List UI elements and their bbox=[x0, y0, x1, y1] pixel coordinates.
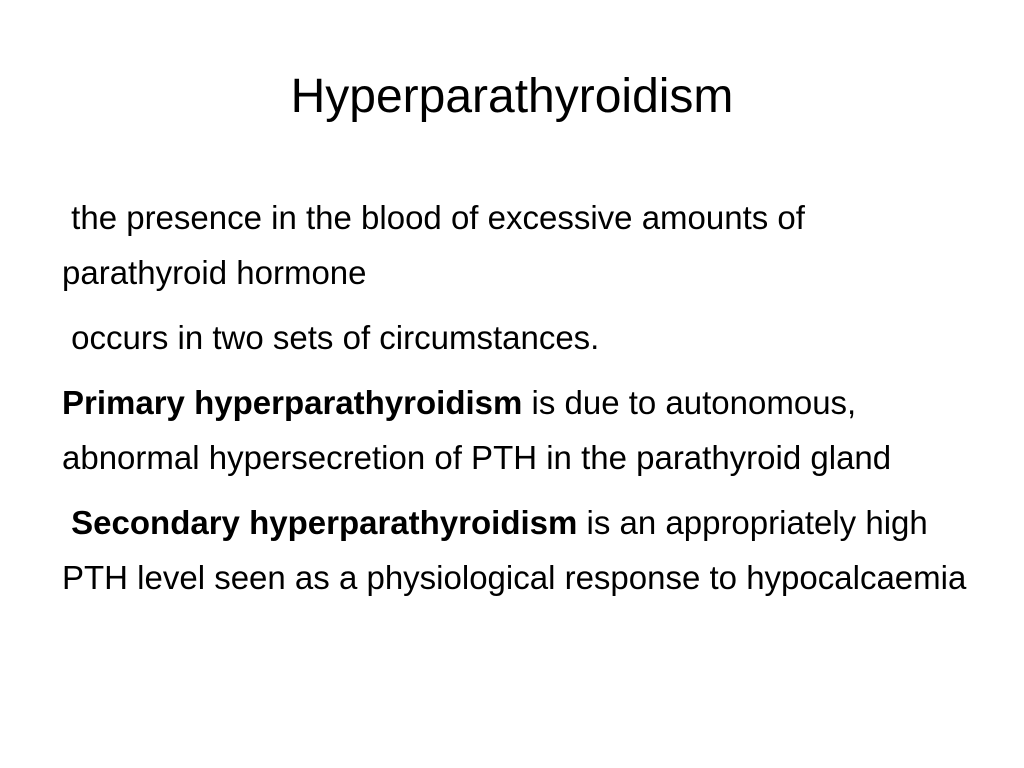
primary-description: is due to autonomous, abnormal hypersecretion of PTH in the parathyroid gland bbox=[62, 384, 892, 476]
secondary-term: Secondary hyperparathyroidism bbox=[62, 504, 578, 541]
slide-title: Hyperparathyroidism bbox=[290, 70, 734, 123]
paragraph-definition bbox=[62, 190, 972, 300]
paragraph-circumstances bbox=[62, 310, 972, 365]
paragraph-circumstances-text: occurs in two sets of circumstances. bbox=[62, 319, 600, 356]
slide-body bbox=[62, 190, 972, 615]
primary-term: Primary hyperparathyroidism bbox=[62, 384, 523, 421]
secondary-description: is an appropriately high PTH level seen as a physiological response to hypocalcaemia bbox=[62, 504, 967, 596]
paragraph-definition-text: the presence in the blood of excessive amounts of parathyroid hormone bbox=[62, 199, 815, 291]
paragraph-secondary bbox=[62, 495, 972, 605]
paragraph-primary bbox=[62, 375, 972, 485]
